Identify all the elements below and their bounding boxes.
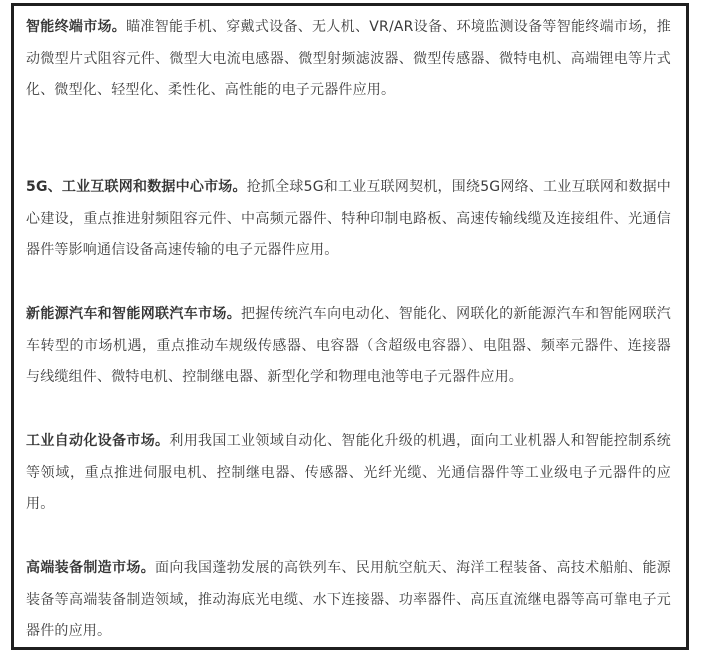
section-body: 利用我国工业领域自动化、智能化升级的机遇，面向工业机器人和智能控制系统等领域，重点推进伺服电机、控制继电器、传感器、光纤光缆、光通信器件等工业级电子元器件的应用。 — [26, 433, 672, 512]
section-heading: 新能源汽车和智能网联汽车市场。 — [26, 306, 242, 322]
section-5g-industrial-internet — [26, 172, 671, 267]
section-heading: 5G、工业互联网和数据中心市场。 — [26, 179, 247, 195]
section-body: 把握传统汽车向电动化、智能化、网联化的新能源汽车和智能网联汽车转型的市场机遇，重点推动车规级传感器、电容器（含超级电容器）、电阻器、频率元器件、连接器与线缆组件、微特电机、控制继电器、新型化学和物理电池等电子元器件应用。 — [26, 306, 671, 385]
section-body: 抢抓全球5G和工业互联网契机，围绕5G网络、工业互联网和数据中心建设，重点推进射频阻容元件、中高频元器件、特种印制电路板、高速传输线缆及连接组件、光通信器件等影响通信设备高速传输的电子元器件应用。 — [26, 179, 671, 258]
section-heading: 工业自动化设备市场。 — [26, 433, 170, 449]
section-high-end-equipment — [26, 553, 671, 648]
section-body: 面向我国蓬勃发展的高铁列车、民用航空航天、海洋工程装备、高技术船舶、能源装备等高端装备制造领域，推动海底光电缆、水下连接器、功率器件、高压直流继电器等高可靠电子元器件的应用。 — [26, 560, 671, 639]
section-industrial-automation — [26, 426, 671, 521]
section-heading: 智能终端市场。 — [26, 19, 127, 35]
section-new-energy-vehicles — [26, 299, 671, 394]
section-smart-terminal — [26, 12, 671, 107]
content-frame — [11, 3, 689, 650]
section-heading: 高端装备制造市场。 — [26, 560, 156, 576]
section-body: 瞄准智能手机、穿戴式设备、无人机、VR/AR设备、环境监测设备等智能终端市场，推动微型片式阻容元件、微型大电流电感器、微型射频滤波器、微型传感器、微特电机、高端锂电等片式化、微型化、轻型化、柔性化、高性能的电子元器件应用。 — [26, 19, 672, 98]
